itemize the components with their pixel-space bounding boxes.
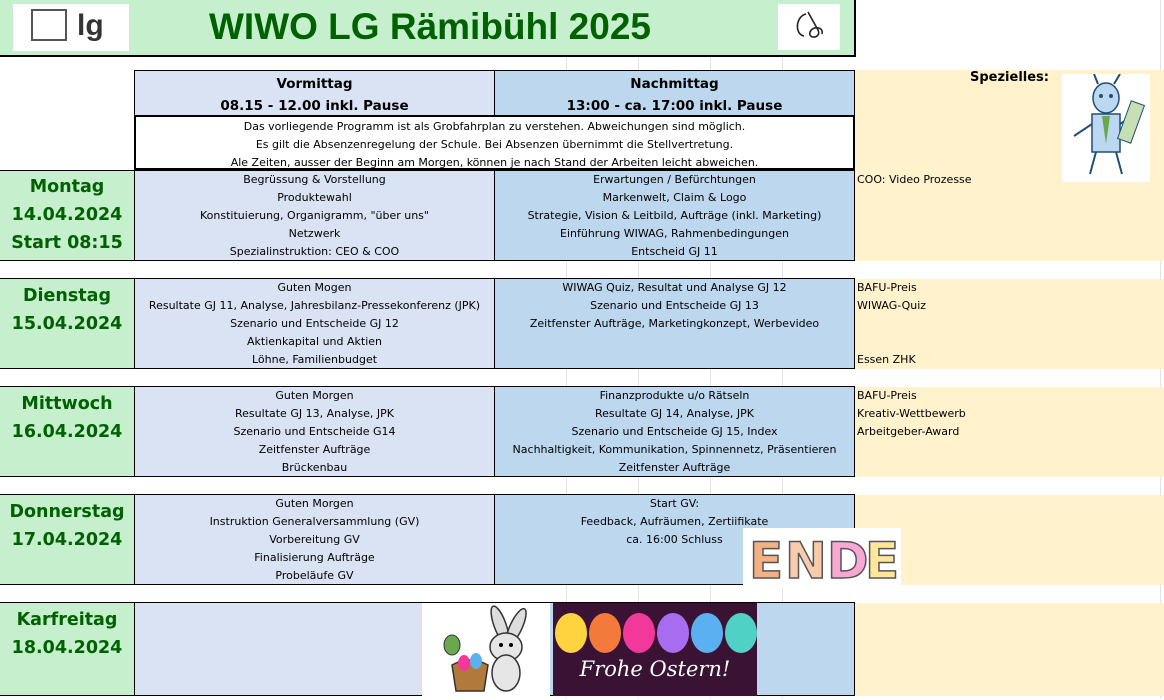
- nachmittag-title: Nachmittag: [630, 76, 719, 92]
- agenda-item: Guten Morgen: [275, 389, 354, 402]
- page-title: WIWO LG Rämibühl 2025: [209, 6, 651, 47]
- agenda-item: Zeitfenster Aufträge: [618, 461, 731, 474]
- special-item: Arbeitgeber-Award: [857, 425, 960, 438]
- special-item: BAFU-Preis: [857, 281, 917, 294]
- day-name: Karfreitag: [16, 610, 118, 630]
- agenda-item: Spezialinstruktion: CEO & COO: [229, 245, 400, 258]
- agenda-item: Guten Mogen: [277, 281, 352, 294]
- agenda-item: Finanzprodukte u/o Rätseln: [599, 389, 750, 402]
- easter-bunny-icon: [422, 603, 550, 696]
- day-name: Dienstag: [23, 286, 111, 306]
- logo-text: lg: [77, 9, 104, 42]
- agenda-item: Konstituierung, Organigramm, "über uns": [200, 209, 429, 222]
- agenda-item: Entscheid GJ 11: [631, 245, 718, 258]
- agenda-item: Markenwelt, Claim & Logo: [602, 191, 747, 204]
- vormittag-title: Vormittag: [276, 76, 353, 92]
- agenda-item: Vorbereitung GV: [269, 533, 360, 546]
- dienstag-nachmittag-cell[interactable]: [494, 278, 855, 369]
- day-start-time: Start 08:15: [11, 233, 123, 253]
- agenda-item: Szenario und Entscheide GJ 15, Index: [571, 425, 778, 438]
- special-column-day4: [855, 495, 1164, 585]
- agenda-item: Szenario und Entscheide GJ 12: [230, 317, 399, 330]
- agenda-item: Netzwerk: [288, 227, 341, 240]
- agenda-item: Brückenbau: [281, 461, 348, 474]
- agenda-item: Instruktion Generalversammlung (GV): [209, 515, 420, 528]
- notice-line: Es gilt die Absenzenregelung der Schule. Bei Absenzen übernimmt die Stellvertretung.: [255, 138, 734, 151]
- agenda-item: Resultate GJ 14, Analyse, JPK: [595, 407, 754, 420]
- column-header-vormittag: [134, 70, 495, 116]
- day-label-donnerstag: [0, 494, 135, 585]
- montag-vormittag-cell[interactable]: [134, 170, 495, 261]
- mittwoch-vormittag-cell[interactable]: [134, 386, 495, 477]
- cartoon-rabbit-icon: [1062, 74, 1150, 182]
- agenda-item: WIWAG Quiz, Resultat und Analyse GJ 12: [562, 281, 787, 294]
- day-label-karfreitag: [0, 602, 135, 696]
- day-date: 15.04.2024: [11, 314, 123, 334]
- agenda-item: Strategie, Vision & Leitbild, Aufträge (inkl. Marketing): [527, 209, 822, 222]
- special-column-label: Spezielles:: [970, 70, 1049, 85]
- agenda-item: Start GV:: [649, 497, 700, 510]
- agenda-item: Produktewahl: [277, 191, 352, 204]
- day-label-mittwoch: [0, 386, 135, 477]
- day-label-dienstag: [0, 278, 135, 369]
- ende-graphic: [743, 528, 901, 588]
- agenda-item: Nachhaltigkeit, Kommunikation, Spinnennetz, Präsentieren: [512, 443, 837, 456]
- day-date: 16.04.2024: [11, 422, 123, 442]
- mittwoch-nachmittag-cell[interactable]: [494, 386, 855, 477]
- day-name: Mittwoch: [21, 394, 113, 414]
- agenda-item: ca. 16:00 Schluss: [626, 533, 723, 546]
- day-date: 18.04.2024: [11, 638, 123, 658]
- special-item: BAFU-Preis: [857, 389, 917, 402]
- agenda-item: Begrüssung & Vorstellung: [243, 173, 386, 186]
- special-column-day5: [855, 603, 1164, 696]
- special-item: WIWAG-Quiz: [857, 299, 927, 312]
- agenda-item: Probeläufe GV: [275, 569, 354, 582]
- signature-logo-icon: [778, 4, 840, 50]
- day-name: Montag: [29, 177, 105, 197]
- ende-letter: N: [785, 532, 827, 588]
- agenda-item: Finalisierung Aufträge: [254, 551, 375, 564]
- logo-square-icon: [31, 9, 67, 41]
- program-notice: [134, 115, 855, 170]
- day-date: 17.04.2024: [11, 530, 123, 550]
- agenda-item: Guten Morgen: [275, 497, 354, 510]
- agenda-item: Löhne, Familienbudget: [251, 353, 378, 366]
- column-header-nachmittag: [494, 70, 855, 116]
- agenda-item: Feedback, Aufräumen, Zertiifikate: [580, 515, 769, 528]
- day-name: Donnerstag: [9, 502, 125, 522]
- special-item: Essen ZHK: [857, 353, 916, 366]
- ende-letter: E: [865, 532, 900, 588]
- agenda-item: Einführung WIWAG, Rahmenbedingungen: [560, 227, 789, 240]
- ende-letter: D: [827, 532, 869, 588]
- agenda-item: Szenario und Entscheide GJ 13: [590, 299, 759, 312]
- agenda-item: Resultate GJ 11, Analyse, Jahresbilanz-Pressekonferenz (JPK): [148, 299, 481, 312]
- frohe-ostern-image: [553, 603, 757, 696]
- dienstag-vormittag-cell[interactable]: [134, 278, 495, 369]
- vormittag-time: 08.15 - 12.00 inkl. Pause: [220, 98, 409, 114]
- agenda-item: Aktienkapital und Aktien: [247, 335, 382, 348]
- agenda-item: Zeitfenster Aufträge, Marketingkonzept, Werbevideo: [529, 317, 820, 330]
- day-label-montag: [0, 170, 135, 261]
- donnerstag-vormittag-cell[interactable]: [134, 494, 495, 585]
- day-date: 14.04.2024: [11, 205, 123, 225]
- ende-letter: E: [749, 532, 784, 588]
- agenda-item: Zeitfenster Aufträge: [258, 443, 371, 456]
- special-item: COO: Video Prozesse: [857, 173, 972, 186]
- montag-nachmittag-cell[interactable]: [494, 170, 855, 261]
- agenda-item: Resultate GJ 13, Analyse, JPK: [235, 407, 394, 420]
- easter-greeting: Frohe Ostern!: [579, 657, 731, 681]
- nachmittag-time: 13:00 - ca. 17:00 inkl. Pause: [566, 98, 783, 114]
- notice-line: Ale Zeiten, ausser der Beginn am Morgen, können je nach Stand der Arbeiten leicht abweichen.: [230, 156, 759, 169]
- special-item: Kreativ-Wettbewerb: [857, 407, 966, 420]
- agenda-item: Szenario und Entscheide G14: [233, 425, 396, 438]
- agenda-item: Erwartungen / Befürchtungen: [593, 173, 756, 186]
- notice-line: Das vorliegende Programm ist als Grobfahrplan zu verstehen. Abweichungen sind möglich.: [243, 120, 746, 133]
